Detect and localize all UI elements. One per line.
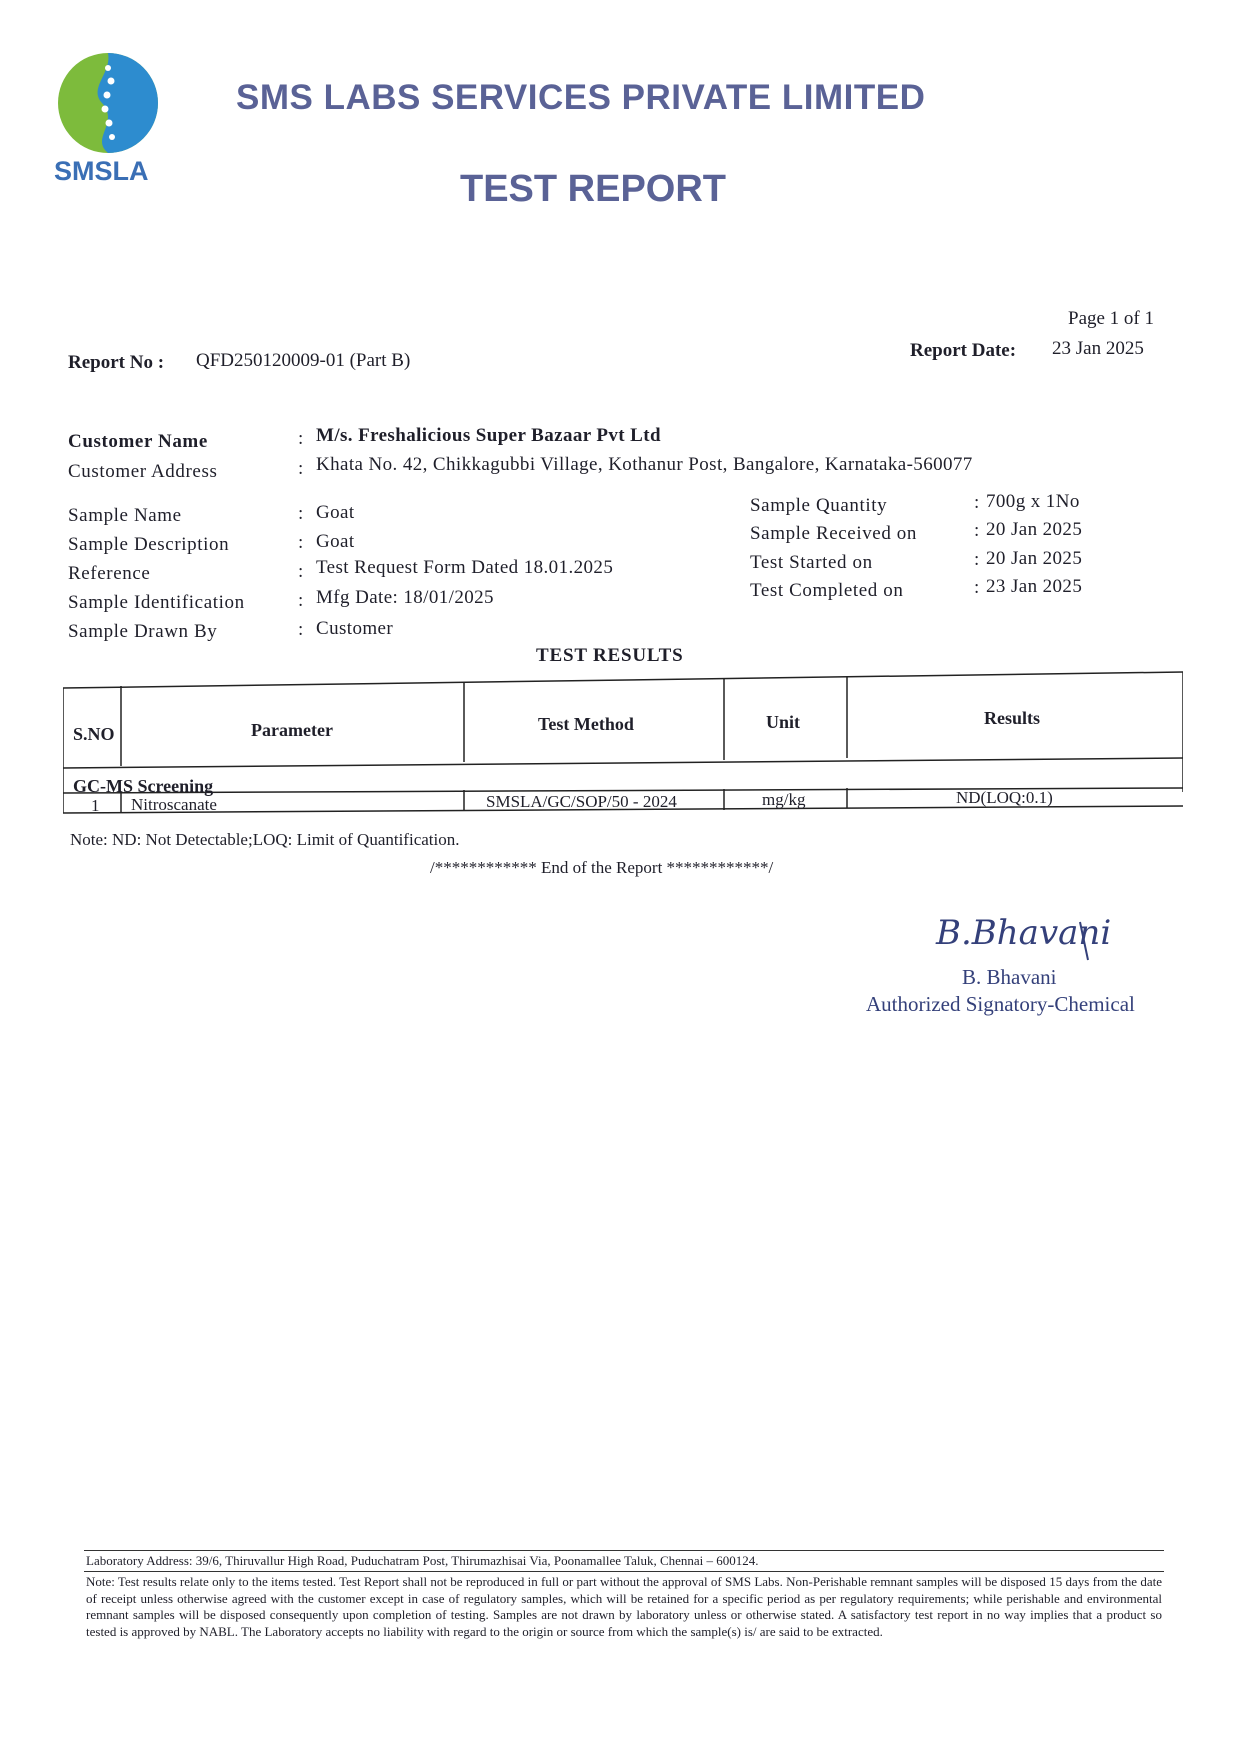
sample-description: Goat (316, 531, 355, 552)
sample-name-label: Sample Name (68, 505, 182, 526)
company-logo (50, 48, 170, 198)
signature (930, 900, 1160, 970)
column-header-sno: S.NO (73, 724, 115, 744)
signatory-title: Authorized Signatory-Chemical (866, 992, 1135, 1016)
report-date: 23 Jan 2025 (1052, 338, 1144, 359)
company-name: SMS LABS SERVICES PRIVATE LIMITED (236, 78, 926, 117)
separator: : (298, 503, 304, 524)
separator: : (298, 428, 304, 449)
footer-disclaimer: Note: Test results relate only to the items tested. Test Report shall not be reproduced in full or part without the approval of SMS Labs. Non-Perishable remnant samples will be disposed 15 days from the date of receipt unless otherwise agreed with the customer except in case of regulatory samples, which will be retained for a specific period as per regulatory requirements; while perishable and environmental remnant samples will be disposed consequently upon completion of testing. Samples are not drawn by laboratory unless or otherwise stated. A satisfactory test report in no way implies that a product so tested is approved by NABL. The Laboratory accepts no liability with regard to the origin or source from which the sample(s) is/ are said to be extracted. (86, 1574, 1162, 1639)
sample-identification-label: Sample Identification (68, 592, 245, 613)
sample-quantity-label: Sample Quantity (750, 495, 888, 516)
customer-name-label: Customer Name (68, 431, 208, 452)
separator: : (974, 520, 980, 541)
report-no-label: Report No : (68, 352, 165, 373)
sample-quantity: 700g x 1No (986, 491, 1080, 512)
logo-text: SMSLA (54, 156, 149, 186)
separator: : (298, 619, 304, 640)
row-test-method: SMSLA/GC/SOP/50 - 2024 (486, 792, 677, 811)
row-sno: 1 (91, 796, 100, 815)
sample-identification: Mfg Date: 18/01/2025 (316, 587, 494, 608)
signature-text: B.Bhavani (936, 913, 1112, 953)
reference: Test Request Form Dated 18.01.2025 (316, 557, 614, 578)
footer-divider (84, 1550, 1164, 1551)
separator: : (298, 532, 304, 553)
separator: : (298, 590, 304, 611)
separator: : (974, 492, 980, 513)
test-results-title: TEST RESULTS (536, 645, 684, 666)
test-completed-label: Test Completed on (750, 580, 904, 601)
document-title: TEST REPORT (460, 168, 727, 210)
column-header-test-method: Test Method (538, 714, 634, 734)
customer-address-label: Customer Address (68, 461, 218, 482)
sample-drawn-by-label: Sample Drawn By (68, 621, 218, 642)
customer-address: Khata No. 42, Chikkagubbi Village, Kothanur Post, Bangalore, Karnataka-560077 (316, 454, 973, 475)
results-note: Note: ND: Not Detectable;LOQ: Limit of Quantification. (70, 830, 460, 849)
sample-name: Goat (316, 502, 355, 523)
test-completed: 23 Jan 2025 (986, 576, 1083, 597)
reference-label: Reference (68, 563, 151, 584)
signature-mark (930, 900, 1160, 970)
row-unit: mg/kg (762, 790, 806, 809)
column-header-parameter: Parameter (251, 720, 333, 740)
sample-drawn-by: Customer (316, 618, 394, 639)
separator: : (298, 561, 304, 582)
sample-received-label: Sample Received on (750, 523, 917, 544)
customer-name: M/s. Freshalicious Super Bazaar Pvt Ltd (316, 425, 661, 446)
separator: : (974, 549, 980, 570)
end-of-report: /************ End of the Report ************/ (430, 858, 774, 877)
report-date-label: Report Date: (910, 340, 1017, 361)
column-header-results: Results (984, 708, 1041, 728)
row-parameter: Nitroscanate (131, 795, 217, 814)
sample-received: 20 Jan 2025 (986, 519, 1083, 540)
test-started: 20 Jan 2025 (986, 548, 1083, 569)
separator: : (974, 577, 980, 598)
footer-divider (84, 1571, 1164, 1572)
sample-description-label: Sample Description (68, 534, 230, 555)
report-no: QFD250120009-01 (Part B) (196, 350, 411, 371)
column-header-unit: Unit (766, 712, 801, 732)
results-table (63, 670, 1183, 816)
row-result: ND(LOQ:0.1) (956, 788, 1053, 807)
separator: : (298, 458, 304, 479)
laboratory-address: Laboratory Address: 39/6, Thiruvallur High Road, Puduchatram Post, Thirumazhisai Via, Poonamallee Taluk, Chennai – 600124. (86, 1553, 759, 1568)
test-started-label: Test Started on (750, 552, 873, 573)
section-label: GC-MS Screening (73, 776, 214, 796)
signatory-name: B. Bhavani (962, 965, 1057, 989)
page-number: Page 1 of 1 (1068, 308, 1155, 329)
